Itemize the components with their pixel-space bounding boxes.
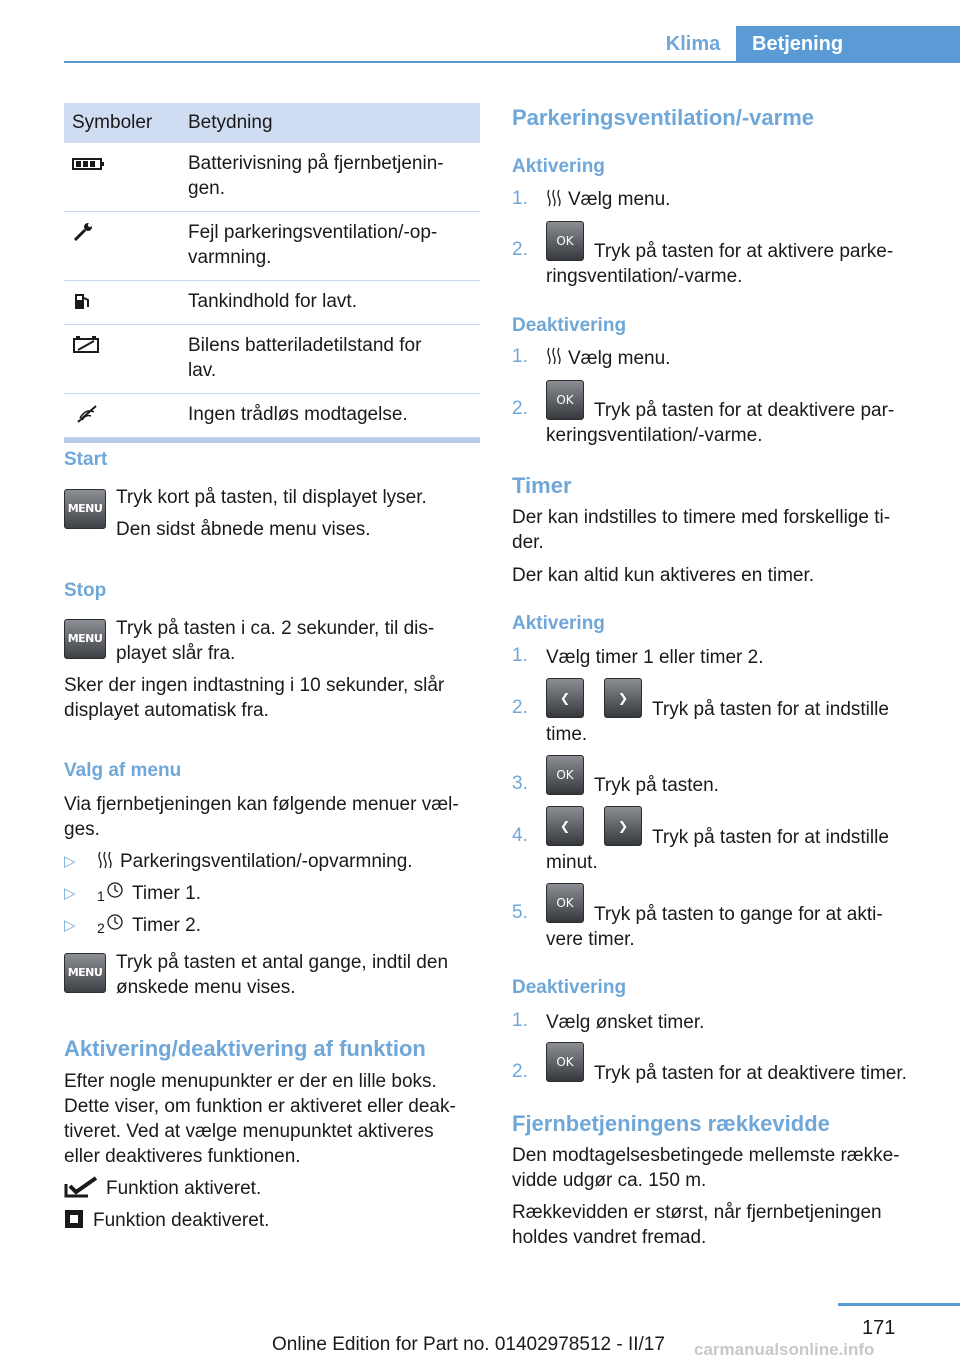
right-arrow-button-icon: ❯ — [604, 806, 642, 846]
step-number: 2. — [512, 697, 528, 718]
function-para-3: tiveret. Ved at vælge menupunktet aktiveres — [64, 1121, 434, 1142]
row-text: Ingen trådløs modtagelse. — [188, 404, 408, 425]
timer-step-2a: Tryk på tasten for at indstille — [652, 699, 889, 720]
row-text: Fejl parkeringsventilation/-op- — [188, 222, 438, 243]
menu-select-intro-2: ges. — [64, 819, 100, 840]
battery-charge-icon — [72, 335, 102, 355]
fuel-pump-icon — [72, 291, 92, 311]
park-act-step-2b: ringsventilation/-varme. — [546, 266, 743, 287]
ok-button-icon: OK — [546, 380, 584, 420]
timer-step-4b: minut. — [546, 852, 598, 873]
timer-step-2b: time. — [546, 724, 588, 745]
right-arrow-button-icon: ❯ — [604, 678, 642, 718]
row-text: Batterivisning på fjernbetjenin- — [188, 153, 444, 174]
park-deact-step-1: Vælg menu. — [568, 348, 671, 369]
stop-para-1: Sker der ingen indtastning i 10 sekunder, slår — [64, 675, 445, 696]
bullet-icon: ▷ — [64, 885, 76, 902]
menu-select-intro-1: Via fjernbetjeningen kan følgende menuer væl- — [64, 794, 459, 815]
table-row — [64, 281, 480, 325]
menu-note-2: ønskede menu vises. — [116, 977, 296, 998]
timer-deact-step-2: Tryk på tasten for at deaktivere timer. — [594, 1063, 907, 1084]
ok-button-icon: OK — [546, 755, 584, 795]
menu-item-ventilation: Parkeringsventilation/-opvarmning. — [120, 851, 413, 872]
col-header-symbols: Symboler — [72, 112, 153, 133]
stop-heading: Stop — [64, 580, 107, 601]
range-para-2b: holdes vandret fremad. — [512, 1227, 707, 1248]
step-number: 1. — [512, 188, 528, 209]
table-row — [64, 394, 480, 438]
ventilation-icon — [97, 850, 113, 870]
range-heading: Fjernbetjeningens rækkevidde — [512, 1111, 830, 1136]
checkbox-checked-icon — [64, 1176, 98, 1198]
menu-button-icon: MENU — [64, 619, 106, 659]
step-number: 5. — [512, 902, 528, 923]
range-para-2a: Rækkevidden er størst, når fjernbetjeningen — [512, 1202, 882, 1223]
ok-button-icon: OK — [546, 1042, 584, 1082]
park-heading: Parkeringsventilation/-varme — [512, 105, 815, 130]
step-number: 1. — [512, 1010, 528, 1031]
menu-item-timer-1: Timer 1. — [132, 883, 201, 904]
function-para-1: Efter nogle menupunkter er der en lille boks. — [64, 1071, 437, 1092]
page-number: 171 — [862, 1317, 896, 1339]
range-para-1a: Den modtagelsesbetingede mellemste række- — [512, 1145, 900, 1166]
left-arrow-button-icon: ❮ — [546, 678, 584, 718]
range-para-1b: vidde udgør ca. 150 m. — [512, 1170, 707, 1191]
park-deact-step-2b: keringsventilation/-varme. — [546, 425, 763, 446]
tab-klima[interactable]: Klima — [665, 33, 721, 55]
timer-step-5a: Tryk på tasten to gange for at akti- — [594, 904, 883, 925]
park-deact-step-2a: Tryk på tasten for at deaktivere par- — [594, 400, 895, 421]
bullet-icon: ▷ — [64, 853, 76, 870]
edition-text: Online Edition for Part no. 01402978512 - II/17 — [272, 1334, 665, 1355]
tab-betjening[interactable]: Betjening — [736, 26, 960, 62]
timer-step-1: Vælg timer 1 eller timer 2. — [546, 647, 764, 668]
stop-line-1: Tryk på tasten i ca. 2 sekunder, til dis- — [116, 618, 435, 639]
menu-item-timer-2: Timer 2. — [132, 915, 201, 936]
menu-select-heading: Valg af menu — [64, 760, 182, 781]
timer-act-heading: Aktivering — [512, 613, 605, 634]
timer-step-5b: vere timer. — [546, 929, 635, 950]
park-act-step-2a: Tryk på tasten for at aktivere parke- — [594, 241, 894, 262]
row-text: gen. — [188, 178, 225, 199]
checkbox-empty-icon — [64, 1209, 84, 1229]
row-text: Tankindhold for lavt. — [188, 291, 357, 312]
wrench-icon — [72, 222, 96, 242]
clock-icon — [106, 881, 124, 899]
footer-rule — [838, 1303, 960, 1306]
timer-para-2: Der kan altid kun aktiveres en timer. — [512, 565, 815, 586]
step-number: 1. — [512, 346, 528, 367]
ventilation-icon — [546, 346, 562, 366]
row-text: lav. — [188, 360, 217, 381]
ok-button-icon: OK — [546, 221, 584, 261]
timer-para-1a: Der kan indstilles to timere med forskellige ti- — [512, 507, 891, 528]
menu-button-icon: MENU — [64, 953, 106, 993]
park-deact-heading: Deaktivering — [512, 315, 627, 336]
start-line-1: Tryk kort på tasten, til displayet lyser. — [116, 487, 427, 508]
function-para-2: Dette viser, om funktion er aktiveret eller deak- — [64, 1096, 456, 1117]
timer-2-number: 2 — [97, 920, 105, 936]
timer-step-3: Tryk på tasten. — [594, 775, 719, 796]
battery-icon — [72, 157, 106, 171]
step-number: 2. — [512, 398, 528, 419]
step-number: 2. — [512, 1061, 528, 1082]
table-end-rule — [64, 438, 480, 443]
timer-1-number: 1 — [97, 888, 105, 904]
row-text: Bilens batteriladetilstand for — [188, 335, 422, 356]
symbol-table — [64, 103, 480, 443]
table-row — [64, 325, 480, 394]
function-para-4: eller deaktiveres funktionen. — [64, 1146, 301, 1167]
step-number: 3. — [512, 773, 528, 794]
park-act-step-1: Vælg menu. — [568, 189, 671, 210]
menu-button-icon: MENU — [64, 489, 106, 529]
step-number: 1. — [512, 645, 528, 666]
timer-step-4a: Tryk på tasten for at indstille — [652, 827, 889, 848]
ventilation-icon — [546, 188, 562, 208]
start-heading: Start — [64, 449, 108, 470]
timer-deact-heading: Deaktivering — [512, 977, 627, 998]
timer-heading: Timer — [512, 473, 572, 498]
stop-para-2: displayet automatisk fra. — [64, 700, 269, 721]
col-header-meaning: Betydning — [188, 112, 273, 133]
timer-deact-step-1: Vælg ønsket timer. — [546, 1012, 705, 1033]
ok-button-icon: OK — [546, 883, 584, 923]
table-row — [64, 212, 480, 281]
table-header — [64, 103, 480, 143]
no-signal-icon — [72, 404, 100, 424]
function-inactive: Funktion deaktiveret. — [93, 1210, 270, 1231]
function-heading: Aktivering/deaktivering af funktion — [64, 1036, 426, 1061]
start-line-2: Den sidst åbnede menu vises. — [116, 519, 371, 540]
step-number: 4. — [512, 825, 528, 846]
left-arrow-button-icon: ❮ — [546, 806, 584, 846]
timer-para-1b: der. — [512, 532, 544, 553]
table-row — [64, 143, 480, 212]
bullet-icon: ▷ — [64, 917, 76, 934]
row-text: varmning. — [188, 247, 272, 268]
park-act-heading: Aktivering — [512, 156, 605, 177]
menu-note-1: Tryk på tasten et antal gange, indtil den — [116, 952, 449, 973]
clock-icon — [106, 913, 124, 931]
function-active: Funktion aktiveret. — [106, 1178, 262, 1199]
stop-line-2: playet slår fra. — [116, 643, 236, 664]
watermark: carmanualsonline.info — [694, 1340, 875, 1359]
step-number: 2. — [512, 239, 528, 260]
